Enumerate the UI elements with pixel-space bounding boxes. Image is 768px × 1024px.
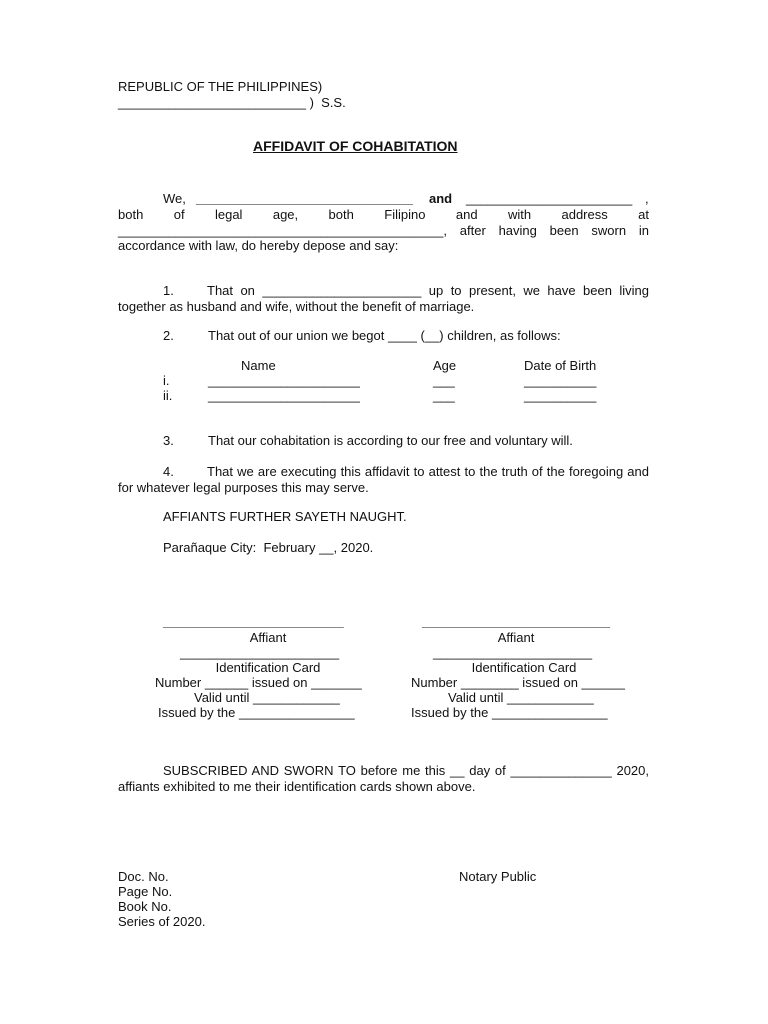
id-number-issued-on: Number ______ issued on _______ <box>155 675 362 690</box>
row-dob-blank: __________ <box>524 373 597 388</box>
document-title: AFFIDAVIT OF COHABITATION <box>253 138 458 154</box>
intro-and: and <box>429 191 453 206</box>
affiant-label: Affiant <box>249 630 287 645</box>
affiant-signature-line: __________________________ <box>422 614 610 629</box>
id-valid-until: Valid until ____________ <box>448 690 594 705</box>
doc-no: Doc. No. <box>118 869 169 884</box>
intro-body: both of legal age, both Filipino and with address at _____________________________________________, after having been sworn in accordance with law, do hereby depose and say: <box>118 207 649 253</box>
table-header-name: Name <box>241 358 276 373</box>
row-age-blank: ___ <box>433 373 455 388</box>
item-2-number: 2. <box>163 328 174 343</box>
id-card-label: Identification Card <box>215 660 321 675</box>
table-header-dob: Date of Birth <box>524 358 597 373</box>
id-issued-by: Issued by the ________________ <box>158 705 355 720</box>
row-label: ii. <box>163 388 173 403</box>
place-and-date: Parañaque City: February __, 2020. <box>163 540 374 555</box>
row-age-blank: ___ <box>433 388 455 403</box>
page-no: Page No. <box>118 884 173 899</box>
affiant-label: Affiant <box>497 630 535 645</box>
row-name-blank: _____________________ <box>208 388 360 403</box>
header-venue-line: __________________________ ) S.S. <box>118 95 346 110</box>
row-name-blank: _____________________ <box>208 373 360 388</box>
item-3-number: 3. <box>163 433 174 448</box>
intro-comma: , <box>645 191 649 206</box>
id-number-issued-on: Number ________ issued on ______ <box>411 675 625 690</box>
series-of: Series of 2020. <box>118 914 206 929</box>
book-no: Book No. <box>118 899 172 914</box>
intro-we: We, <box>163 191 186 206</box>
intro-name-blank-1: ______________________________ <box>196 191 413 206</box>
item-4-number: 4. <box>163 464 174 479</box>
id-issued-by: Issued by the ________________ <box>411 705 608 720</box>
id-card-line: ______________________ <box>180 645 340 660</box>
item-1-number: 1. <box>163 283 174 298</box>
row-label: i. <box>163 373 170 388</box>
item-1-text: That on ______________________ up to present, we have been living together as husband and wife, without the benefit of marriage. <box>118 283 649 314</box>
id-card-label: Identification Card <box>471 660 577 675</box>
further-sayeth: AFFIANTS FURTHER SAYETH NAUGHT. <box>163 509 407 524</box>
id-card-line: ______________________ <box>433 645 593 660</box>
intro-name-blank-2: _______________________ <box>466 191 633 206</box>
item-2-text: That out of our union we begot ____ (__) children, as follows: <box>208 328 561 343</box>
header-republic: REPUBLIC OF THE PHILIPPINES) <box>118 79 323 94</box>
row-dob-blank: __________ <box>524 388 597 403</box>
item-4-text: That we are executing this affidavit to attest to the truth of the foregoing and for whatever legal purposes this may serve. <box>118 464 649 495</box>
notary-public-label: Notary Public <box>459 869 537 884</box>
item-3-text: That our cohabitation is according to our free and voluntary will. <box>208 433 573 448</box>
id-valid-until: Valid until ____________ <box>194 690 340 705</box>
subscribed-sworn-text: SUBSCRIBED AND SWORN TO before me this __ day of ______________ 2020, affiants exhibited to me their identification cards shown above. <box>118 763 649 794</box>
affiant-signature-line: _________________________ <box>163 614 344 629</box>
table-header-age: Age <box>433 358 457 373</box>
